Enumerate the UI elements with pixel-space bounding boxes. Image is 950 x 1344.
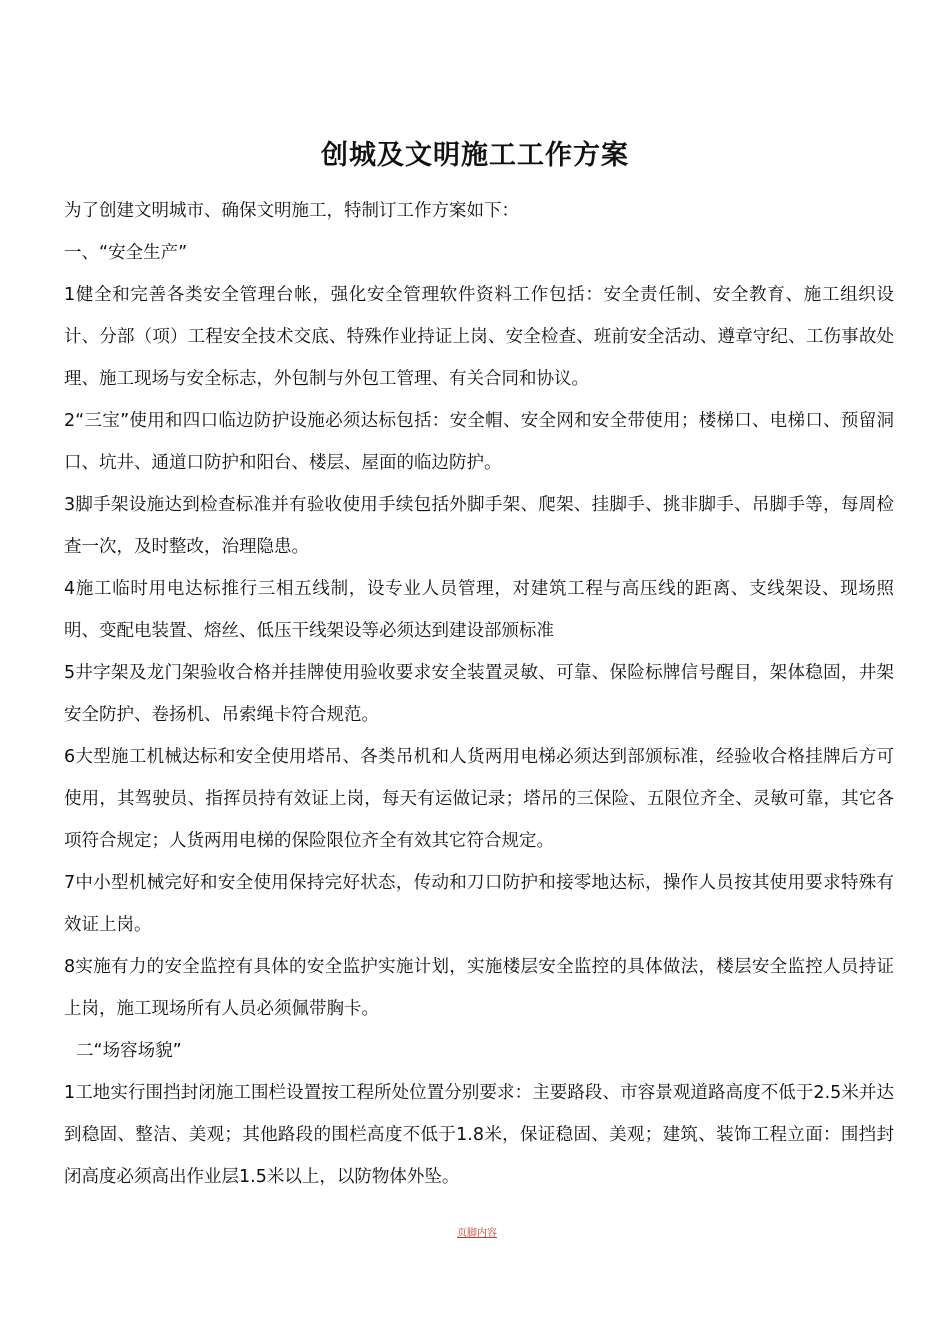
list-item: 7中小型机械完好和安全使用保持完好状态，传动和刀口防护和接零地达标，操作人员按其使用要求特殊有效证上岗。 [64,873,894,935]
list-item: 3脚手架设施达到检查标准并有验收使用手续包括外脚手架、爬架、挂脚手、挑非脚手、吊脚手等，每周检查一次，及时整改，治理隐患。 [64,495,894,557]
document-title: 创城及文明施工工作方案 [321,140,629,171]
list-item: 5井字架及龙门架验收合格并挂牌使用验收要求安全装置灵敏、可靠、保险标牌信号醒目，架体稳固，井架安全防护、卷扬机、吊索绳卡符合规范。 [64,663,894,725]
list-item: 1工地实行围挡封闭施工围栏设置按工程所处位置分别要求：主要路段、市容景观道路高度不低于2.5米并达到稳固、整洁、美观；其他路段的围栏高度不低于1.8米，保证稳固、美观；建筑、装饰工程立面：围挡封闭高度必须高出作业层1.5米以上，以防物体外坠。 [64,1083,894,1187]
document-body [64,190,894,1198]
list-item: 8实施有力的安全监控有具体的安全监护实施计划，实施楼层安全监控的具体做法，楼层安全监控人员持证上岗，施工现场所有人员必须佩带胸卡。 [64,957,894,1019]
list-item: 2“三宝”使用和四口临边防护设施必须达标包括：安全帽、安全网和安全带使用；楼梯口、电梯口、预留洞口、坑井、通道口防护和阳台、楼层、屋面的临边防护。 [64,411,894,473]
intro-paragraph: 为了创建文明城市、确保文明施工，特制订工作方案如下： [64,201,519,221]
list-item: 6大型施工机械达标和安全使用塔吊、各类吊机和人货两用电梯必须达到部颁标准，经验收合格挂牌后方可使用，其驾驶员、指挥员持有效证上岗，每天有运做记录；塔吊的三保险、五限位齐全、灵敏可靠，其它各项符合规定；人货两用电梯的保险限位齐全有效其它符合规定。 [64,747,894,851]
list-item: 4施工临时用电达标推行三相五线制，设专业人员管理，对建筑工程与高压线的距离、支线架设、现场照明、变配电装置、熔丝、低压干线架设等必须达到建设部颁标准 [64,579,894,641]
list-item: 1健全和完善各类安全管理台帐，强化安全管理软件资料工作包括：安全责任制、安全教育、施工组织设计、分部（项）工程安全技术交底、特殊作业持证上岗、安全检查、班前安全活动、遵章守纪、工伤事故处理、施工现场与安全标志，外包制与外包工管理、有关合同和协议。 [64,285,894,389]
section-heading-site-appearance: 二“场容场貌” [76,1041,182,1061]
section-heading-safety: 一、“安全生产” [64,243,188,263]
page-footer: 页脚内容 [457,1228,497,1239]
